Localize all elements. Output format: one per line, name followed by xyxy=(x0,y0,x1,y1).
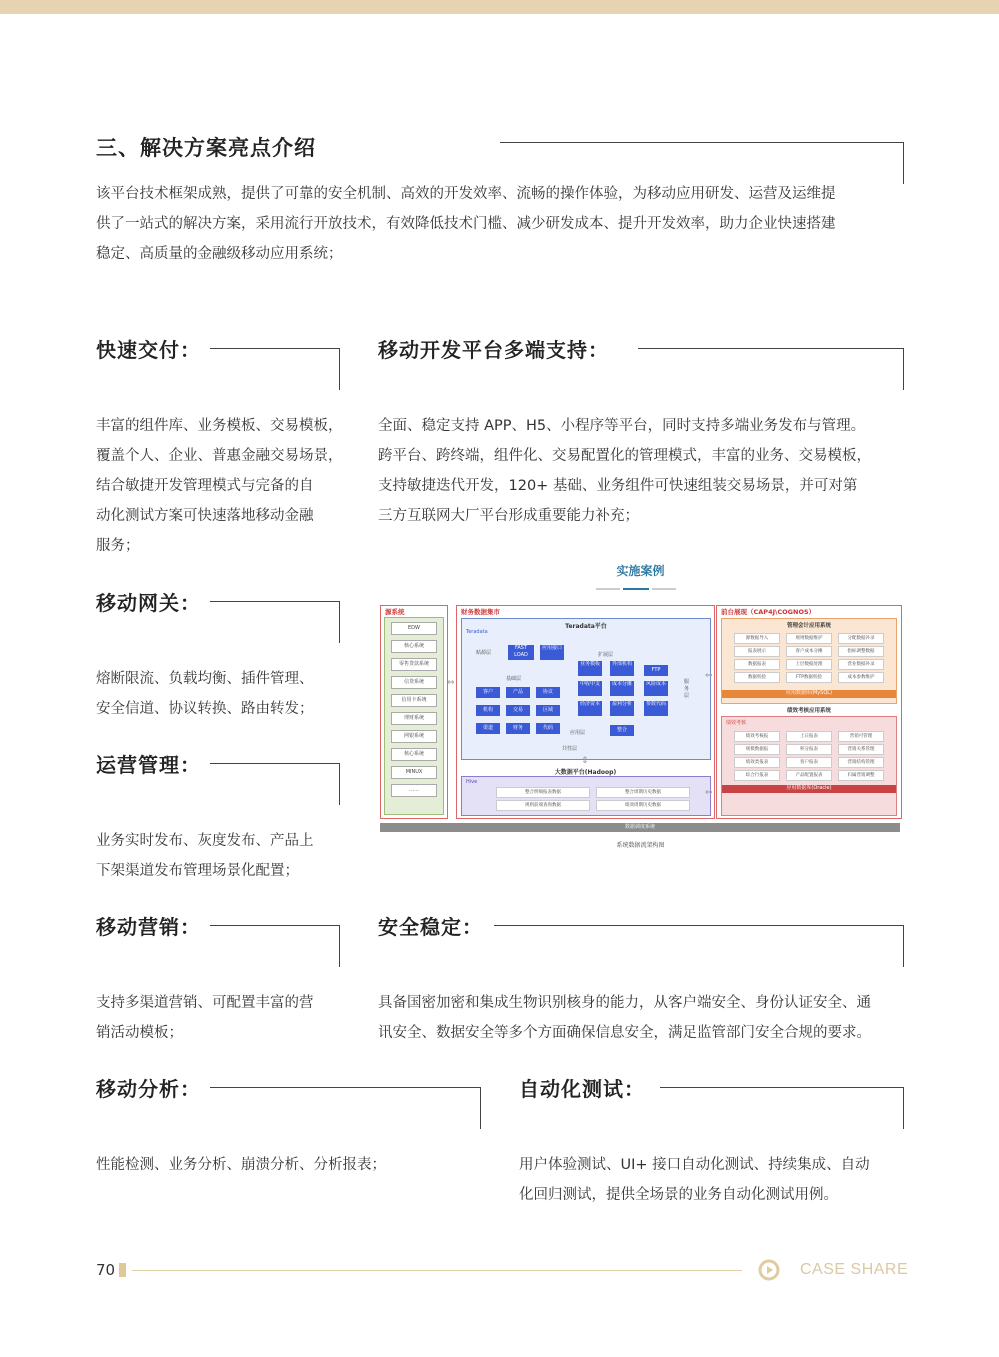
mgmt-item: 成本参数维护 xyxy=(838,672,884,683)
source-item: 理财系统 xyxy=(391,712,437,725)
text-line: 性能检测、业务分析、崩溃分析、分析报表； xyxy=(96,1157,386,1173)
heading-rule xyxy=(210,763,339,764)
data-mart-label: 财务数据集市 xyxy=(461,608,500,616)
source-system-label: 源系统 xyxy=(385,608,405,616)
layer-label: 应用层 xyxy=(570,730,586,736)
heading-rule-tick xyxy=(339,763,340,805)
mgmt-accounting-box xyxy=(721,618,897,704)
flow-arrow-icon: ⇕ xyxy=(581,756,589,766)
perf-item: 积分报表 xyxy=(786,744,832,755)
text-line: 跨平台、跨终端，组件化、交易配置化的管理模式，丰富的业务、交易模板， xyxy=(378,448,871,464)
teradata-sub: Teradata xyxy=(466,629,488,635)
perf-item: 规模数据报 xyxy=(734,744,780,755)
source-item: 核心系统 xyxy=(391,748,437,761)
intro-line: 供了一站式的解决方案，采用流行开放技术，有效降低技术门槛、减少研发成本、提升开发效率，助力企业快速搭建 xyxy=(96,216,836,232)
heading-rule xyxy=(210,348,339,349)
mgmt-item: FTP数据校验 xyxy=(786,672,832,683)
hive-label: Hive xyxy=(466,779,478,785)
scheduling-bar: 数据调度系统 xyxy=(380,823,900,832)
cell: 盈利分析 xyxy=(610,701,634,716)
heading-rule-tick xyxy=(903,348,904,390)
text-line: 熔断限流、负载均衡、插件管理、 xyxy=(96,671,314,687)
oracle-bar: 应用数据库(Oracle) xyxy=(722,785,896,793)
mgmt-item: 源数据导入 xyxy=(734,633,780,644)
heading-gateway: 移动网关： xyxy=(96,591,201,615)
cell: 风险成本 xyxy=(644,681,668,696)
perf-item: 综合行报表 xyxy=(734,770,780,781)
diagram-caption: 系统数据流架构图 xyxy=(616,842,665,849)
section-title: 三、解决方案亮点介绍 xyxy=(96,136,316,160)
title-rule-tick xyxy=(903,142,904,184)
operations-text xyxy=(96,826,356,886)
footer-rule xyxy=(132,1270,742,1271)
cell: 客户 xyxy=(476,687,500,698)
hive-item: 绩效周期历史数据 xyxy=(596,800,690,811)
heading-rule xyxy=(210,601,339,602)
footer-brand: CASE SHARE xyxy=(800,1261,909,1278)
mgmt-item: 规则数据维护 xyxy=(786,633,832,644)
mgmt-item: 数据校验 xyxy=(734,672,780,683)
layer-label: 基础层 xyxy=(506,676,522,682)
heading-fast-delivery: 快速交付： xyxy=(96,338,201,362)
hive-item: 整合明细报表数据 xyxy=(496,787,590,798)
cell: FTP xyxy=(644,665,668,676)
heading-multi-platform: 移动开发平台多端支持： xyxy=(378,338,609,362)
text-line: 服务； xyxy=(96,538,140,554)
cell: FAST LOAD xyxy=(508,645,534,660)
perf-item: 营销结构管理 xyxy=(838,757,884,768)
source-system-frame xyxy=(380,605,448,819)
diagram-title: 实施案例 xyxy=(616,564,665,578)
heading-rule xyxy=(494,925,903,926)
auto-test-text xyxy=(519,1150,909,1210)
text-line: 销活动模板； xyxy=(96,1025,183,1041)
gateway-text xyxy=(96,664,356,724)
mgmt-label: 管理会计应用系统 xyxy=(786,623,831,629)
cell: 整合 xyxy=(610,725,634,736)
mgmt-item: 分配数据补录 xyxy=(838,633,884,644)
source-item: MINUX xyxy=(391,766,437,779)
cell: 区域 xyxy=(536,705,560,716)
text-line: 支持敏捷迭代开发，120+ 基础、业务组件可快速组装交易场景，并可对第 xyxy=(378,478,858,494)
heading-rule-tick xyxy=(339,925,340,967)
case-share-logo-icon xyxy=(758,1259,780,1281)
hive-box xyxy=(461,776,711,816)
heading-rule-tick xyxy=(480,1087,481,1129)
text-line: 动化测试方案可快速落地移动金融 xyxy=(96,508,314,524)
heading-rule-tick xyxy=(903,1087,904,1129)
cell: 业务模板 xyxy=(578,661,602,676)
architecture-diagram xyxy=(378,558,903,853)
perf-item: 归属营销调整 xyxy=(838,770,884,781)
page-marker xyxy=(119,1263,126,1277)
text-line: 讯安全、数据安全等多个方面确保信息安全，满足监管部门安全合规的要求。 xyxy=(378,1025,871,1041)
source-item: 网银系统 xyxy=(391,730,437,743)
cell: 财务 xyxy=(506,723,530,734)
cell: 产品 xyxy=(506,687,530,698)
perf-sub: 绩效考核 xyxy=(726,720,747,726)
heading-analytics: 移动分析： xyxy=(96,1077,201,1101)
perf-item: 绩效类报表 xyxy=(734,757,780,768)
teradata-box xyxy=(461,618,711,760)
heading-security: 安全稳定： xyxy=(378,915,483,939)
heading-rule-tick xyxy=(339,601,340,643)
heading-rule xyxy=(638,348,903,349)
cell: 代码 xyxy=(536,723,560,734)
text-line: 化回归测试，提供全场景的业务自动化测试用例。 xyxy=(519,1187,838,1203)
text-line: 支持多渠道营销、可配置丰富的营 xyxy=(96,995,314,1011)
analytics-text xyxy=(96,1150,496,1180)
perf-item: 客户报表 xyxy=(786,757,832,768)
source-item: 信用卡系统 xyxy=(391,694,437,707)
source-item: 零售贷款系统 xyxy=(391,658,437,671)
heading-rule xyxy=(660,1087,903,1088)
cell: 交易 xyxy=(506,705,530,716)
heading-rule-tick xyxy=(339,348,340,390)
text-line: 下架渠道发布管理场景化配置； xyxy=(96,863,299,879)
flow-arrow-icon: ⇔ xyxy=(705,788,713,798)
performance-box xyxy=(721,716,897,816)
title-rule xyxy=(500,142,903,143)
cell: 应用接口 xyxy=(540,645,564,660)
text-line: 丰富的组件库、业务模板、交易模板， xyxy=(96,418,343,434)
mgmt-item: 上层数据处理 xyxy=(786,659,832,670)
intro-line: 稳定、高质量的金融级移动应用系统； xyxy=(96,246,343,262)
cell: 协议 xyxy=(536,687,560,698)
cell: 经济资本 xyxy=(578,701,602,716)
mgmt-item: 营业数据补录 xyxy=(838,659,884,670)
perf-item: 营销可管理 xyxy=(838,731,884,742)
title-underline xyxy=(623,588,649,590)
mgmt-item: 报表展示 xyxy=(734,646,780,657)
heading-auto-test: 自动化测试： xyxy=(519,1077,645,1101)
source-system-list xyxy=(384,617,444,815)
source-item: EDW xyxy=(391,622,437,635)
source-item: 核心系统 xyxy=(391,640,437,653)
intro-line: 该平台技术框架成熟，提供了可靠的安全机制、高效的开发效率、流畅的操作体验，为移动应用研发、运营及运维提 xyxy=(96,186,836,202)
text-line: 业务实时发布、灰度发布、产品上 xyxy=(96,833,314,849)
text-line: 安全信道、协议转换、路由转发； xyxy=(96,701,314,717)
security-text xyxy=(378,988,908,1048)
cell: 成本分摊 xyxy=(610,681,634,696)
frontend-frame xyxy=(716,605,902,819)
frontend-label: 前台展现（CAP4J\COGNOS） xyxy=(721,608,816,616)
flow-arrow-icon: ⇔ xyxy=(705,671,713,681)
source-item: …… xyxy=(391,784,437,797)
text-line: 用户体验测试、UI+ 接口自动化测试、持续集成、自动 xyxy=(519,1157,870,1173)
hadoop-label: 大数据平台(Hadoop) xyxy=(554,769,617,776)
data-mart-frame xyxy=(456,605,715,819)
layer-label: 服务层 xyxy=(684,679,690,699)
mgmt-item: 客户成本分摊 xyxy=(786,646,832,657)
marketing-text xyxy=(96,988,356,1048)
perf-item: 绩效考核报 xyxy=(734,731,780,742)
layer-label: 扩展层 xyxy=(598,652,614,658)
text-line: 全面、稳定支持 APP、H5、小程序等平台，同时支持多端业务发布与管理。 xyxy=(378,418,866,434)
source-item: 信贷系统 xyxy=(391,676,437,689)
title-underline xyxy=(596,588,620,590)
perf-item: 上日报表 xyxy=(786,731,832,742)
perf-item: 营销关系管理 xyxy=(838,744,884,755)
hive-item: 整合周期历史数据 xyxy=(596,787,690,798)
top-accent-bar xyxy=(0,0,999,14)
hive-item: 规则前端查询数据 xyxy=(496,800,590,811)
heading-marketing: 移动营销： xyxy=(96,915,201,939)
layer-label: 共性层 xyxy=(562,746,578,752)
perf-label: 绩效考核应用系统 xyxy=(786,708,831,714)
cell: 参数代码 xyxy=(644,701,668,716)
heading-rule xyxy=(210,1087,480,1088)
text-line: 具备国密加密和集成生物识别核身的能力，从客户端安全、身份认证安全、通 xyxy=(378,995,871,1011)
layer-label: 贴源层 xyxy=(476,650,492,656)
cell: 机构 xyxy=(476,705,500,716)
text-line: 覆盖个人、企业、普惠金融交易场景， xyxy=(96,448,343,464)
teradata-label: Teradata平台 xyxy=(565,623,607,630)
mgmt-item: 数据报表 xyxy=(734,659,780,670)
cell: 外部机构 xyxy=(610,661,634,676)
page-number: 70 xyxy=(96,1261,116,1279)
text-line: 结合敏捷开发管理模式与完备的自 xyxy=(96,478,314,494)
heading-rule xyxy=(210,925,339,926)
cell: 中收中支 xyxy=(578,681,602,696)
text-line: 三方互联网大厂平台形成重要能力补充； xyxy=(378,508,639,524)
title-underline xyxy=(652,588,676,590)
mgmt-item: 指标调整数据 xyxy=(838,646,884,657)
multi-platform-text xyxy=(378,411,908,531)
heading-operations: 运营管理： xyxy=(96,753,201,777)
perf-item: 产品配置报表 xyxy=(786,770,832,781)
fast-delivery-text xyxy=(96,411,356,561)
flow-arrow-icon: ⇔ xyxy=(447,678,455,688)
mysql-bar: 应用数据库(MySQL) xyxy=(722,690,896,698)
intro-paragraph xyxy=(96,179,911,269)
heading-rule-tick xyxy=(903,925,904,967)
cell: 渠道 xyxy=(476,723,500,734)
